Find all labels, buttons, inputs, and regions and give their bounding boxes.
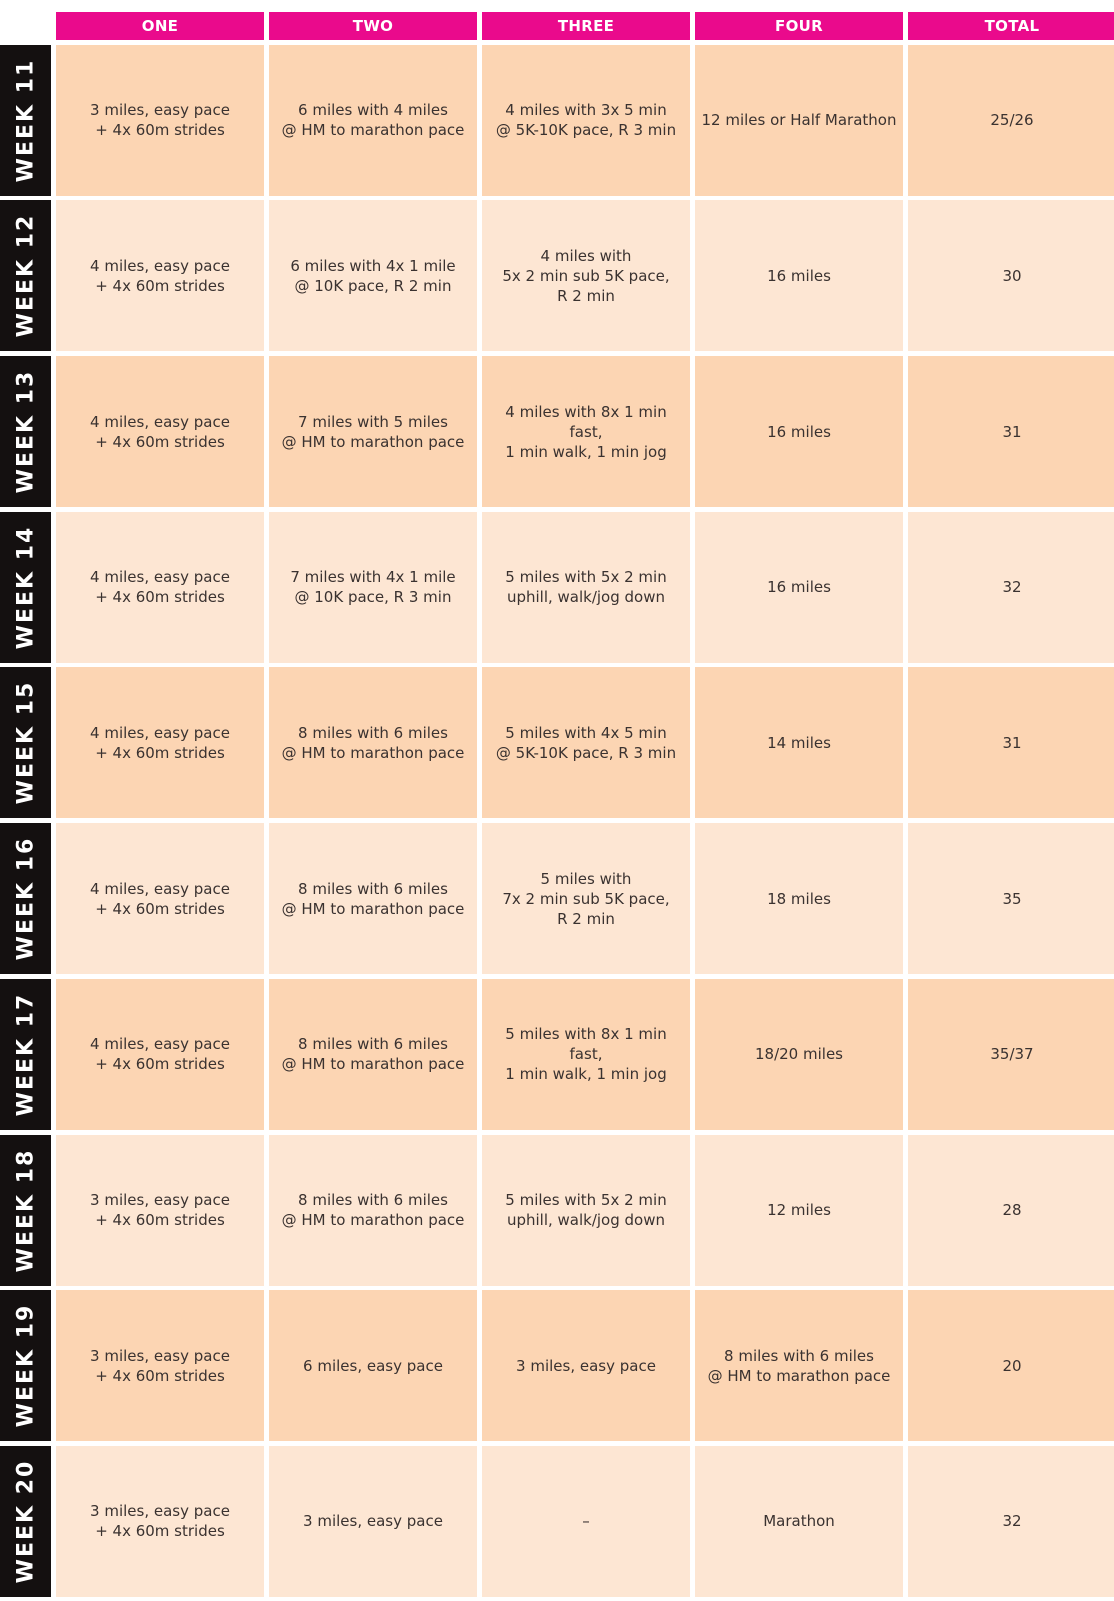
table-cell-four: 16 miles	[695, 512, 903, 663]
column-header-total: TOTAL	[908, 12, 1114, 40]
column-header-three: THREE	[482, 12, 690, 40]
table-cell-one: 4 miles, easy pace + 4x 60m strides	[56, 979, 264, 1130]
table-cell-three: 4 miles with 5x 2 min sub 5K pace, R 2 min	[482, 200, 690, 351]
week-label	[0, 512, 51, 663]
week-label	[0, 1446, 51, 1597]
table-cell-two: 8 miles with 6 miles @ HM to marathon pace	[269, 823, 477, 974]
week-label	[0, 823, 51, 974]
week-label	[0, 1290, 51, 1441]
table-cell-three: 4 miles with 8x 1 min fast, 1 min walk, 1 min jog	[482, 356, 690, 507]
column-header-four: FOUR	[695, 12, 903, 40]
week-label-text: WEEK 19	[13, 1303, 38, 1428]
table-cell-three: 5 miles with 5x 2 min uphill, walk/jog down	[482, 512, 690, 663]
training-plan-table	[0, 12, 1114, 1597]
week-label	[0, 356, 51, 507]
week-label-text: WEEK 16	[13, 836, 38, 961]
table-cell-two: 6 miles with 4x 1 mile @ 10K pace, R 2 min	[269, 200, 477, 351]
table-cell-two: 8 miles with 6 miles @ HM to marathon pace	[269, 979, 477, 1130]
week-label	[0, 979, 51, 1130]
table-cell-one: 3 miles, easy pace + 4x 60m strides	[56, 1290, 264, 1441]
table-cell-one: 4 miles, easy pace + 4x 60m strides	[56, 512, 264, 663]
table-cell-total: 30	[908, 200, 1114, 351]
table-cell-three: 5 miles with 8x 1 min fast, 1 min walk, 1 min jog	[482, 979, 690, 1130]
table-cell-three: –	[482, 1446, 690, 1597]
week-label-text: WEEK 12	[13, 214, 38, 338]
week-label	[0, 200, 51, 351]
table-cell-two: 7 miles with 5 miles @ HM to marathon pace	[269, 356, 477, 507]
table-cell-four: 12 miles or Half Marathon	[695, 45, 903, 196]
week-label-text: WEEK 13	[13, 369, 38, 494]
table-cell-three: 5 miles with 7x 2 min sub 5K pace, R 2 min	[482, 823, 690, 974]
table-cell-two: 6 miles with 4 miles @ HM to marathon pace	[269, 45, 477, 196]
table-cell-four: 18 miles	[695, 823, 903, 974]
table-cell-one: 3 miles, easy pace + 4x 60m strides	[56, 45, 264, 196]
table-cell-one: 4 miles, easy pace + 4x 60m strides	[56, 200, 264, 351]
table-cell-two: 7 miles with 4x 1 mile @ 10K pace, R 3 min	[269, 512, 477, 663]
week-label-text: WEEK 18	[13, 1148, 38, 1272]
table-cell-one: 4 miles, easy pace + 4x 60m strides	[56, 823, 264, 974]
table-cell-one: 4 miles, easy pace + 4x 60m strides	[56, 667, 264, 818]
table-cell-total: 32	[908, 1446, 1114, 1597]
week-label-text: WEEK 15	[13, 681, 38, 805]
table-cell-three: 5 miles with 4x 5 min @ 5K-10K pace, R 3 min	[482, 667, 690, 818]
column-header-one: ONE	[56, 12, 264, 40]
table-corner	[0, 12, 51, 40]
table-cell-one: 3 miles, easy pace + 4x 60m strides	[56, 1446, 264, 1597]
table-cell-one: 4 miles, easy pace + 4x 60m strides	[56, 356, 264, 507]
week-label-text: WEEK 20	[13, 1459, 38, 1584]
table-cell-total: 32	[908, 512, 1114, 663]
table-cell-four: 16 miles	[695, 200, 903, 351]
week-label-text: WEEK 11	[13, 58, 38, 183]
week-label	[0, 667, 51, 818]
table-cell-two: 3 miles, easy pace	[269, 1446, 477, 1597]
table-cell-four: 16 miles	[695, 356, 903, 507]
table-cell-three: 5 miles with 5x 2 min uphill, walk/jog down	[482, 1135, 690, 1286]
table-cell-total: 20	[908, 1290, 1114, 1441]
week-label-text: WEEK 17	[13, 992, 38, 1117]
week-label	[0, 45, 51, 196]
table-cell-four: 18/20 miles	[695, 979, 903, 1130]
table-cell-total: 35/37	[908, 979, 1114, 1130]
table-cell-three: 4 miles with 3x 5 min @ 5K-10K pace, R 3 min	[482, 45, 690, 196]
table-cell-total: 28	[908, 1135, 1114, 1286]
table-cell-two: 8 miles with 6 miles @ HM to marathon pace	[269, 1135, 477, 1286]
table-cell-four: 14 miles	[695, 667, 903, 818]
column-header-two: TWO	[269, 12, 477, 40]
table-cell-total: 31	[908, 356, 1114, 507]
table-cell-total: 35	[908, 823, 1114, 974]
table-cell-four: 12 miles	[695, 1135, 903, 1286]
table-cell-total: 31	[908, 667, 1114, 818]
week-label	[0, 1135, 51, 1286]
table-cell-four: 8 miles with 6 miles @ HM to marathon pace	[695, 1290, 903, 1441]
table-cell-three: 3 miles, easy pace	[482, 1290, 690, 1441]
table-cell-four: Marathon	[695, 1446, 903, 1597]
week-label-text: WEEK 14	[13, 525, 38, 650]
table-cell-two: 6 miles, easy pace	[269, 1290, 477, 1441]
table-cell-two: 8 miles with 6 miles @ HM to marathon pace	[269, 667, 477, 818]
table-cell-one: 3 miles, easy pace + 4x 60m strides	[56, 1135, 264, 1286]
table-cell-total: 25/26	[908, 45, 1114, 196]
